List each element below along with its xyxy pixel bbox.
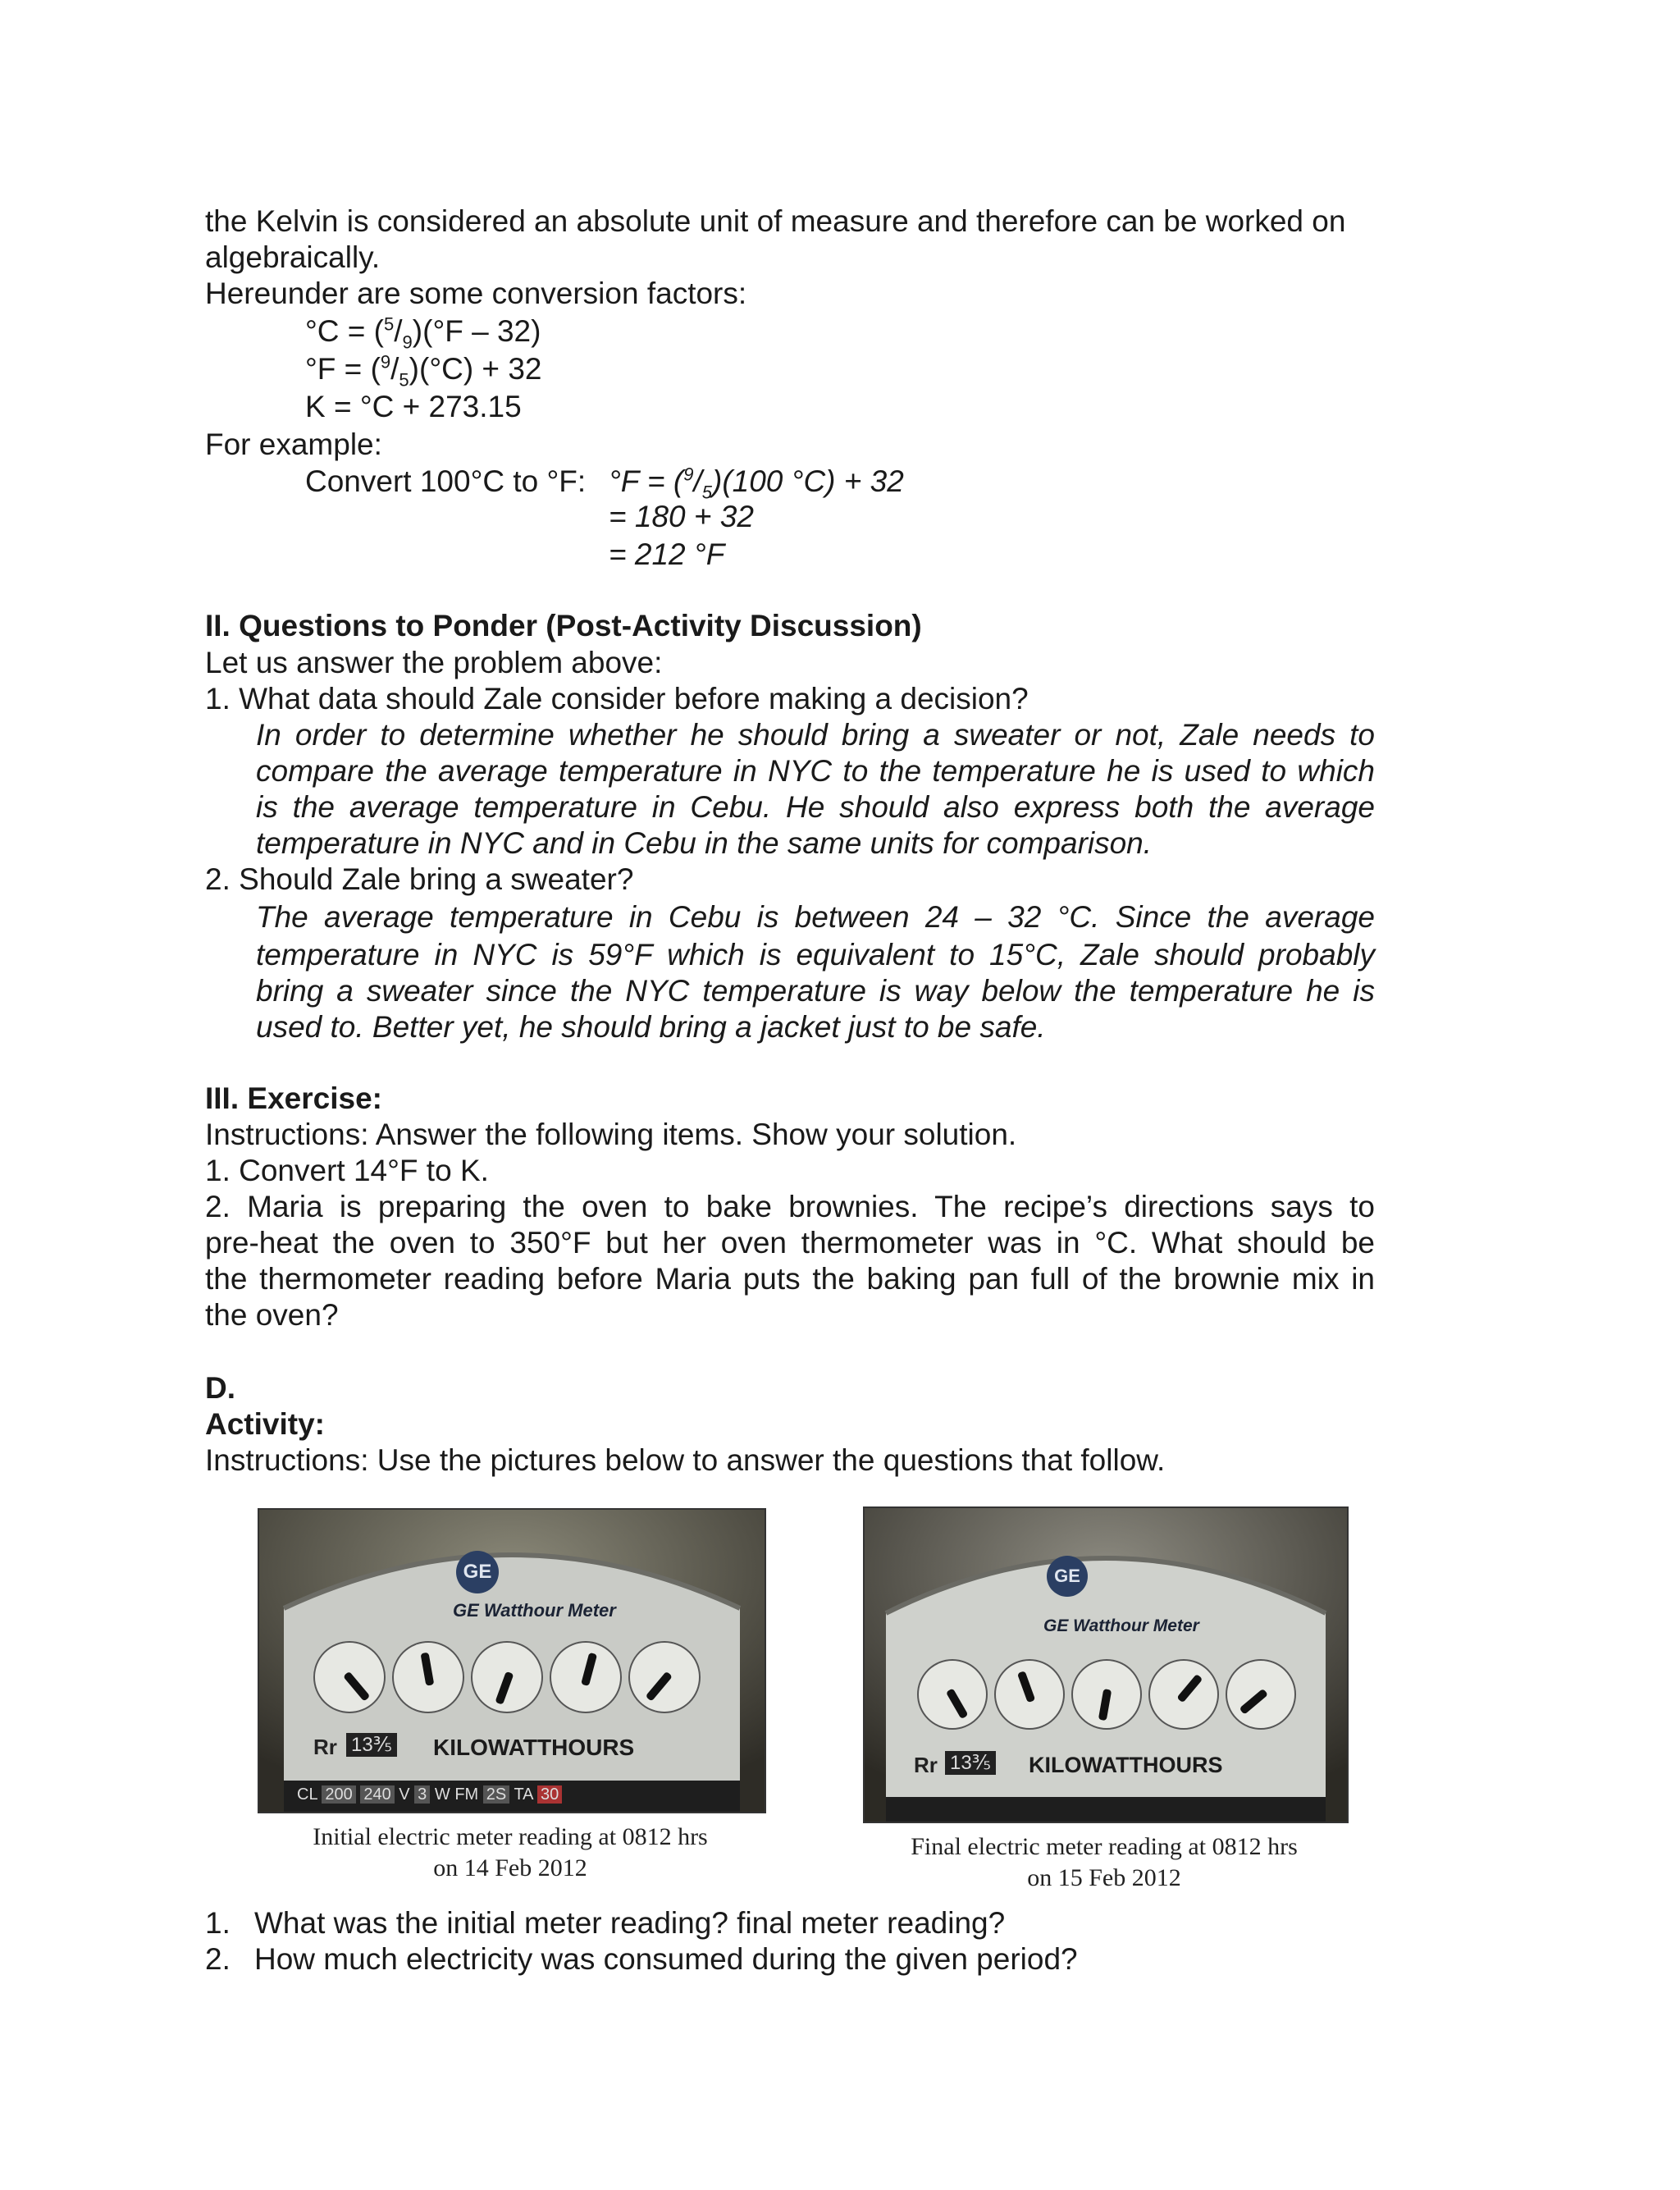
answer-2-line: temperature in NYC is 59°F which is equivalent to 15°C, Zale should probably — [256, 938, 1375, 972]
initial-photo-caption: Initial electric meter reading at 0812 hrs on 14 Feb 2012 — [313, 1823, 708, 1881]
meter-dial — [313, 1641, 386, 1713]
final-photo-caption: Final electric meter reading at 0812 hrs on 15 Feb 2012 — [911, 1833, 1298, 1891]
meter-dial — [550, 1641, 622, 1713]
example-step-1: $^\circ F = (^9/_5)(100$ °C) + 32 — [609, 464, 904, 503]
intro-line-2: algebraically. — [205, 240, 381, 274]
meter-dial — [628, 1641, 701, 1713]
example-step-3: = 212 °F — [609, 537, 725, 571]
activity-instructions: Instructions: Use the pictures below to answer the questions that follow. — [205, 1443, 1166, 1477]
meter-dial — [1226, 1659, 1296, 1730]
meter-dial — [917, 1659, 988, 1730]
meter-dial — [994, 1659, 1065, 1730]
answer-1-line: is the average temperature in Cebu. He should also express both the average — [256, 790, 1375, 824]
meter-dials — [917, 1659, 1311, 1730]
formula-celsius: $^\circ C = (^5/_9)(^\circ F - 32)$ — [305, 313, 541, 353]
exercise-item-2-line: the thermometer reading before Maria puts the baking pan full of the brownie mix in — [205, 1262, 1375, 1296]
example-label: For example: — [205, 427, 382, 461]
exercise-item-2-line: 2. Maria is preparing the oven to bake brownies. The recipe’s directions says to — [205, 1190, 1375, 1223]
meter-face — [259, 1510, 765, 1812]
answer-1-line: In order to determine whether he should bring a sweater or not, Zale needs to — [256, 718, 1375, 752]
answer-1-line: compare the average temperature in NYC to the temperature he is used to which — [256, 754, 1375, 788]
formula-fahrenheit: $^\circ F = (^9/_5)(^\circ C) + 32$ — [305, 351, 542, 391]
section-d-heading: Activity: — [205, 1407, 325, 1441]
exercise-item-2-line: the oven? — [205, 1298, 339, 1332]
meter-question-2: How much electricity was consumed during the given period? — [254, 1942, 1078, 1976]
meter-brand: GE Watthour Meter — [453, 1600, 616, 1621]
meter-dial — [392, 1641, 464, 1713]
ge-logo-icon: GE — [456, 1551, 499, 1593]
final-meter-photo — [863, 1506, 1349, 1823]
meter-rr-value: 13⅗ — [945, 1751, 996, 1775]
meter-question-1: What was the initial meter reading? final meter reading? — [254, 1906, 1006, 1940]
meter-unit-label: KILOWATTHOURS — [1029, 1753, 1223, 1777]
example-prompt: Convert 100°C to °F: — [305, 464, 587, 498]
meter-nameplate: CL 200 240 V 3 W FM 2S TA 30 — [297, 1785, 562, 1804]
section-3-heading: III. Exercise: — [205, 1081, 382, 1115]
answer-1-line: temperature in NYC and in Cebu in the same units for comparison. — [256, 826, 1153, 860]
exercise-item-1: 1. Convert 14°F to K. — [205, 1154, 489, 1187]
question-1: 1. What data should Zale consider before making a decision? — [205, 682, 1029, 716]
section-d-letter: D. — [205, 1371, 235, 1405]
intro-line-1: the Kelvin is considered an absolute unit of measure and therefore can be worked on — [205, 204, 1346, 238]
intro-line-3: Hereunder are some conversion factors: — [205, 277, 747, 310]
initial-meter-photo — [258, 1508, 766, 1813]
meter-rr-label: Rr — [914, 1753, 938, 1777]
question-2: 2. Should Zale bring a sweater? — [205, 862, 634, 896]
meter-dial — [1148, 1659, 1219, 1730]
answer-2-line: The average temperature in Cebu is between 24 – 32 °C. Since the average — [256, 900, 1375, 934]
answer-2-line: bring a sweater since the NYC temperature is way below the temperature he is — [256, 974, 1375, 1008]
question-number: 2. — [205, 1942, 231, 1976]
ge-logo-icon: GE — [1047, 1556, 1088, 1597]
meter-dial — [1071, 1659, 1142, 1730]
question-number: 1. — [205, 1906, 231, 1940]
meter-dials — [313, 1641, 724, 1712]
meter-brand: GE Watthour Meter — [1043, 1616, 1199, 1635]
exercise-item-2-line: pre-heat the oven to 350°F but her oven thermometer was in °C. What should be — [205, 1226, 1375, 1260]
meter-rr-label: Rr — [313, 1735, 337, 1759]
meter-dial — [471, 1641, 543, 1713]
exercise-instructions: Instructions: Answer the following items. Show your solution. — [205, 1118, 1017, 1151]
answer-2-line: used to. Better yet, he should bring a jacket just to be safe. — [256, 1010, 1046, 1044]
meter-face — [865, 1508, 1347, 1822]
example-step-2: = 180 + 32 — [609, 500, 754, 533]
meter-rr-value: 13⅗ — [346, 1733, 397, 1757]
section-2-intro: Let us answer the problem above: — [205, 646, 663, 679]
section-2-heading: II. Questions to Ponder (Post-Activity Discussion) — [205, 609, 922, 642]
meter-unit-label: KILOWATTHOURS — [433, 1735, 635, 1760]
formula-kelvin: K = °C + 273.15 — [305, 390, 522, 423]
